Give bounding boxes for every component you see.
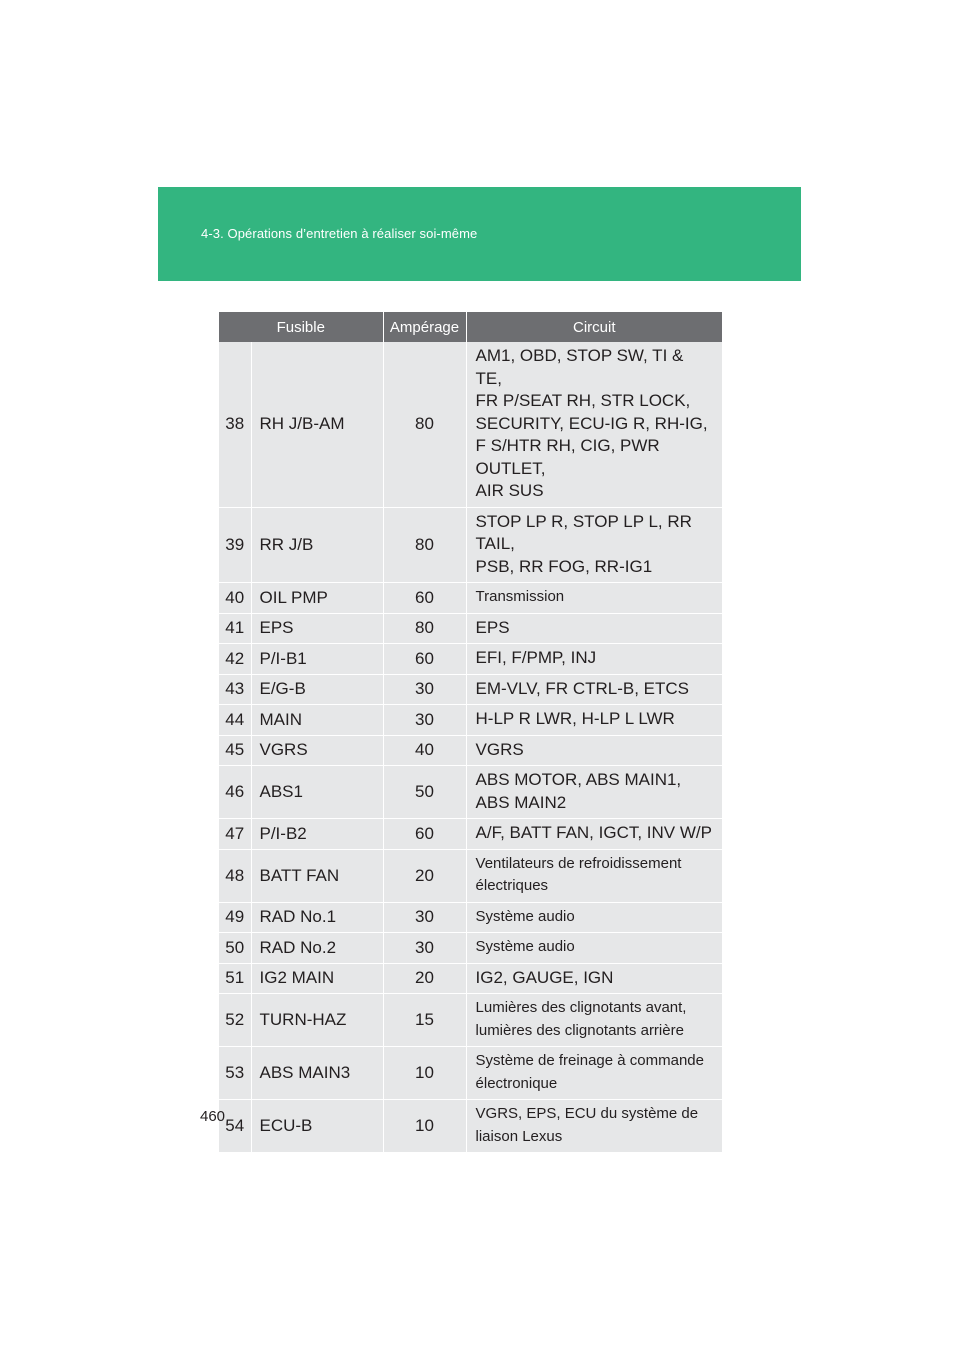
table-row [219,644,722,675]
table-row [219,342,722,507]
column-header-fusible: Fusible [219,312,383,342]
amperage-cell: 30 [383,902,466,933]
circuit-cell: A/F, BATT FAN, IGCT, INV W/P [466,819,722,850]
fuse-name-cell: RR J/B [251,507,383,583]
fuse-number-cell: 51 [219,963,251,994]
fuse-name-cell: ABS MAIN3 [251,1047,383,1100]
circuit-cell: Ventilateurs de refroidissement électriques [466,849,722,902]
fuse-number-cell: 41 [219,613,251,644]
fuse-name-cell: RAD No.1 [251,902,383,933]
section-header-band [158,187,801,281]
table-row [219,963,722,994]
amperage-cell: 15 [383,994,466,1047]
fuse-number-cell: 49 [219,902,251,933]
table-row [219,1047,722,1100]
page-number: 460 [200,1108,226,1125]
circuit-cell: ABS MOTOR, ABS MAIN1, ABS MAIN2 [466,766,722,819]
fuse-name-cell: E/G-B [251,674,383,705]
fuse-name-cell: ECU-B [251,1100,383,1153]
table-row [219,735,722,766]
amperage-cell: 80 [383,342,466,507]
table-row [219,613,722,644]
amperage-cell: 20 [383,963,466,994]
amperage-cell: 10 [383,1100,466,1153]
table-row [219,994,722,1047]
amperage-cell: 30 [383,933,466,964]
fuse-name-cell: TURN-HAZ [251,994,383,1047]
fuse-number-cell: 39 [219,507,251,583]
table-row [219,902,722,933]
fuse-number-cell: 42 [219,644,251,675]
fuse-name-cell: P/I-B1 [251,644,383,675]
circuit-cell: STOP LP R, STOP LP L, RR TAIL, PSB, RR FOG, RR-IG1 [466,507,722,583]
fuse-name-cell: ABS1 [251,766,383,819]
amperage-cell: 80 [383,613,466,644]
amperage-cell: 30 [383,705,466,736]
circuit-cell: H-LP R LWR, H-LP L LWR [466,705,722,736]
circuit-cell: EM-VLV, FR CTRL-B, ETCS [466,674,722,705]
circuit-cell: EPS [466,613,722,644]
amperage-cell: 60 [383,644,466,675]
fuse-number-cell: 43 [219,674,251,705]
table-row [219,933,722,964]
fuse-name-cell: IG2 MAIN [251,963,383,994]
section-title: 4-3. Opérations d’entretien à réaliser soi-même [201,226,478,241]
amperage-cell: 80 [383,507,466,583]
fuse-name-cell: EPS [251,613,383,644]
amperage-cell: 50 [383,766,466,819]
fuse-name-cell: MAIN [251,705,383,736]
table-row [219,507,722,583]
circuit-cell: AM1, OBD, STOP SW, TI & TE, FR P/SEAT RH, STR LOCK, SECURITY, ECU-IG R, RH-IG, F S/HTR RH, CIG, PWR OUTLET, AIR SUS [466,342,722,507]
fuse-name-cell: RAD No.2 [251,933,383,964]
circuit-cell: Système audio [466,902,722,933]
fuse-table [219,312,722,1153]
fuse-number-cell: 47 [219,819,251,850]
fuse-number-cell: 45 [219,735,251,766]
fuse-number-cell: 53 [219,1047,251,1100]
circuit-cell: Système de freinage à commande électronique [466,1047,722,1100]
fuse-name-cell: P/I-B2 [251,819,383,850]
fuse-number-cell: 46 [219,766,251,819]
table-header-row [219,312,722,342]
amperage-cell: 20 [383,849,466,902]
table-row [219,849,722,902]
fuse-number-cell: 54 [219,1100,251,1153]
amperage-cell: 30 [383,674,466,705]
fuse-name-cell: VGRS [251,735,383,766]
amperage-cell: 40 [383,735,466,766]
fuse-number-cell: 40 [219,583,251,614]
fuse-number-cell: 50 [219,933,251,964]
fuse-number-cell: 38 [219,342,251,507]
table-row [219,1100,722,1153]
amperage-cell: 10 [383,1047,466,1100]
amperage-cell: 60 [383,583,466,614]
circuit-cell: Transmission [466,583,722,614]
amperage-cell: 60 [383,819,466,850]
circuit-cell: EFI, F/PMP, INJ [466,644,722,675]
fuse-name-cell: RH J/B-AM [251,342,383,507]
circuit-cell: IG2, GAUGE, IGN [466,963,722,994]
circuit-cell: Système audio [466,933,722,964]
fuse-name-cell: OIL PMP [251,583,383,614]
table-row [219,583,722,614]
circuit-cell: Lumières des clignotants avant, lumières des clignotants arrière [466,994,722,1047]
table-row [219,674,722,705]
circuit-cell: VGRS, EPS, ECU du système de liaison Lexus [466,1100,722,1153]
table-body [219,342,722,1153]
circuit-cell: VGRS [466,735,722,766]
column-header-amperage: Ampérage [383,312,466,342]
table-row [219,766,722,819]
fuse-name-cell: BATT FAN [251,849,383,902]
fuse-number-cell: 52 [219,994,251,1047]
table-row [219,819,722,850]
column-header-circuit: Circuit [466,312,722,342]
fuse-number-cell: 48 [219,849,251,902]
table-row [219,705,722,736]
fuse-number-cell: 44 [219,705,251,736]
